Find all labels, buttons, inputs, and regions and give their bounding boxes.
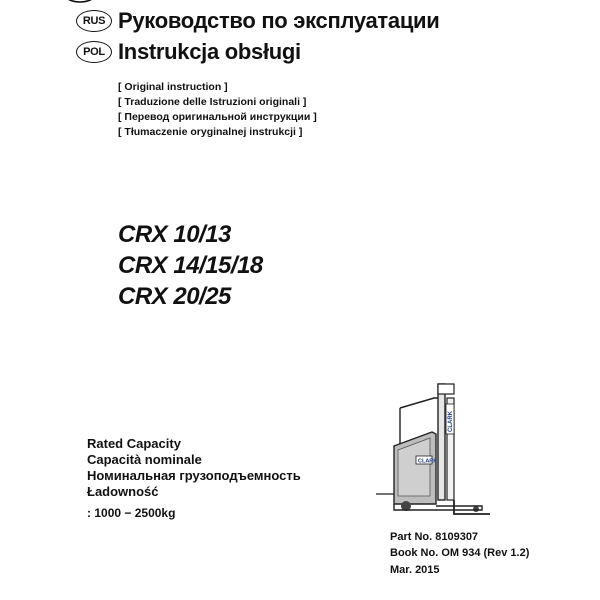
- mast-head: [438, 384, 454, 394]
- model-crx-14-15-18: CRX 14/15/18: [118, 252, 263, 279]
- language-row-pol: [76, 35, 301, 69]
- publication-date: Mar. 2015: [390, 564, 440, 576]
- book-number: Book No. OM 934 (Rev 1.2): [390, 547, 530, 559]
- language-title-pol: Instrukcja obsługi: [118, 39, 301, 64]
- note-russian: [ Перевод оригинальной инструкции ]: [118, 111, 317, 123]
- mast-left: [438, 384, 445, 500]
- language-badge-rus: RUS: [76, 10, 112, 32]
- capacity-label-en: Rated Capacity: [87, 436, 181, 451]
- capacity-label-it: Capacità nominale: [87, 452, 202, 467]
- capacity-value: 1000 − 2500kg: [94, 506, 176, 520]
- language-row-rus: [76, 4, 440, 38]
- body-brand-text: CLARK: [418, 458, 438, 465]
- colon-mark: :: [87, 506, 95, 520]
- mast-brand-text: CLARK: [448, 411, 454, 432]
- note-original: [ Original instruction ]: [118, 81, 228, 93]
- load-wheel: [473, 506, 479, 512]
- capacity-value-row: [87, 505, 175, 521]
- capacity-label-ru: Номинальная грузоподъемность: [87, 468, 301, 483]
- model-crx-20-25: CRX 20/25: [118, 283, 231, 310]
- overhead-guard: [400, 398, 438, 408]
- language-title-rus: Руководство по эксплуатации: [118, 8, 440, 33]
- note-polish: [ Tłumaczenie oryginalnej instrukcji ]: [118, 126, 303, 138]
- note-italian: [ Traduzione delle Istruzioni originali ]: [118, 96, 307, 108]
- fork: [454, 500, 490, 514]
- model-crx-10-13: CRX 10/13: [118, 221, 231, 248]
- part-number: Part No. 8109307: [390, 531, 479, 543]
- language-badge-pol: POL: [76, 41, 112, 63]
- reach-truck-illustration: [372, 376, 492, 522]
- capacity-label-pl: Ładowność: [87, 484, 159, 499]
